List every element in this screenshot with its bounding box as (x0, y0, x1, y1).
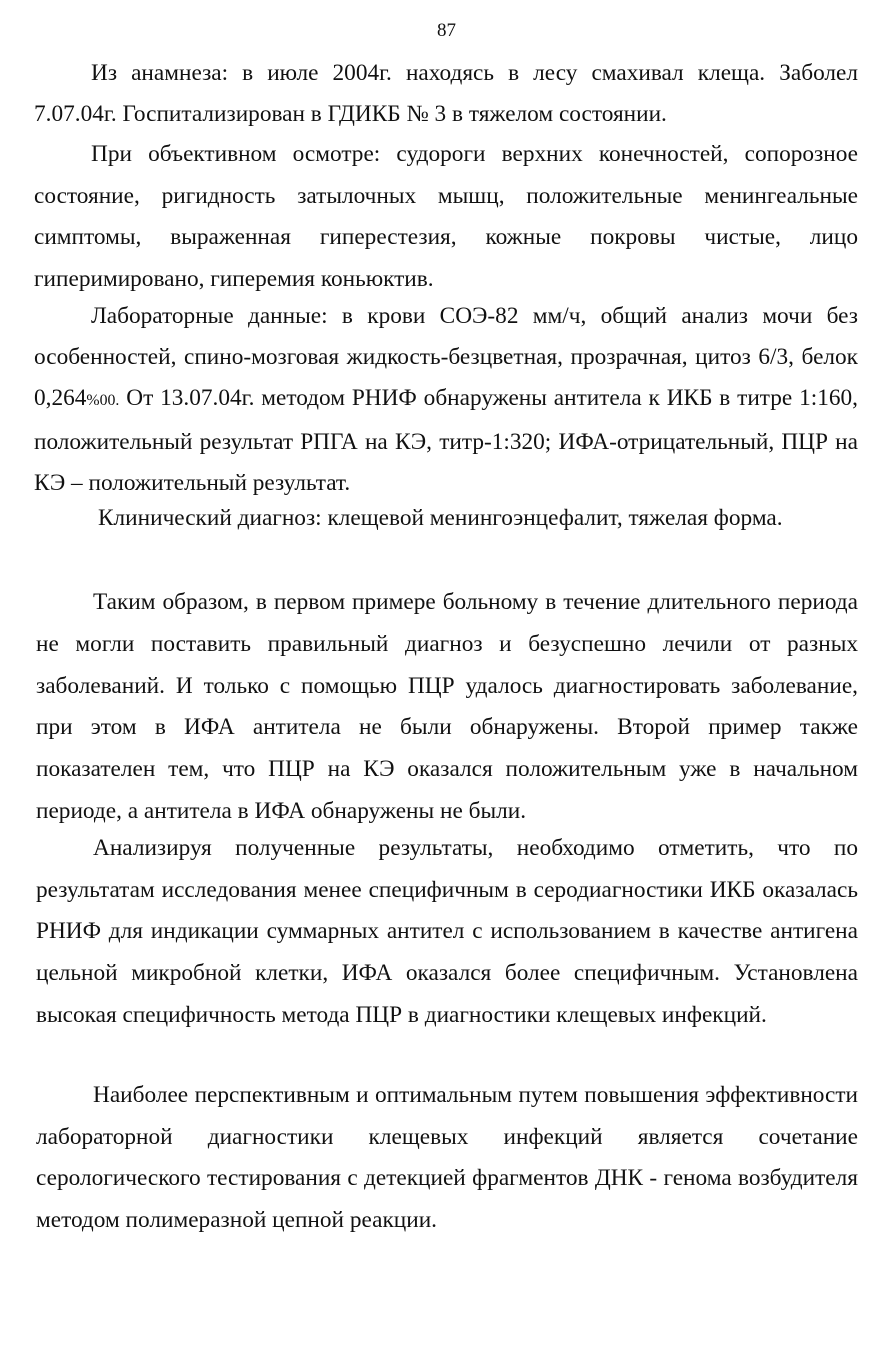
anamnesis-paragraph: Из анамнеза: в июле 2004г. находясь в лесу смахивал клеща. Заболел 7.07.04г. Госпитализирован в ГДИКБ № 3 в тяжелом состоянии. (34, 60, 858, 127)
recommendation-paragraph: Наиболее перспективным и оптимальным путем повышения эффективности лабораторной диагностики клещевых инфекций является сочетание серологического тестирования с детекцией фрагментов ДНК - генома возбудителя методом полимеразной цепной реакции. (36, 1082, 858, 1234)
analysis-paragraph: Анализируя полученные результаты, необходимо отметить, что по результатам исследования менее специфичным в серодиагностики ИКБ оказалась РНИФ для индикации суммарных антител с использованием в качестве антигена цельной микробной клетки, ИФА оказался более специфичным. Установлена высокая специфичность метода ПЦР в диагностики клещевых инфекций. (36, 835, 858, 1028)
examination-paragraph: При объективном осмотре: судороги верхних конечностей, сопорозное состояние, ригидность затылочных мышц, положительные менингеальные симптомы, выраженная гиперестезия, кожные покровы чистые, лицо гиперимировано, гиперемия коньюктив. (34, 141, 858, 292)
lab-data-text: Лабораторные данные: в крови СОЭ-82 мм/ч, общий анализ мочи без особенностей, спино-мозговая жидкость-безцветная, прозрачная, цитоз 6/3, белок 0,264 (34, 303, 858, 411)
page-number: 87 (437, 20, 456, 41)
permille-unit: %00. (86, 391, 120, 409)
lab-data-paragraph (34, 296, 858, 504)
conclusion-paragraph: Таким образом, в первом примере больному в течение длительного периода не могли поставить правильный диагноз и безуспешно лечили от разных заболеваний. И только с помощью ПЦР удалось диагностировать заболевание, при этом в ИФА антитела не были обнаружены. Второй пример также показателен тем, что ПЦР на КЭ оказался положительным уже в начальном периоде, а антитела в ИФА обнаружены не были. (36, 589, 858, 824)
lab-data-text-continued: От 13.07.04г. методом РНИФ обнаружены антитела к ИКБ в титре 1:160, положительный результат РПГА на КЭ, титр-1:320; ИФА-отрицательный, ПЦР на КЭ – положительный результат. (34, 384, 858, 496)
clinical-diagnosis-paragraph: Клинический диагноз: клещевой менингоэнцефалит, тяжелая форма. (98, 505, 783, 531)
